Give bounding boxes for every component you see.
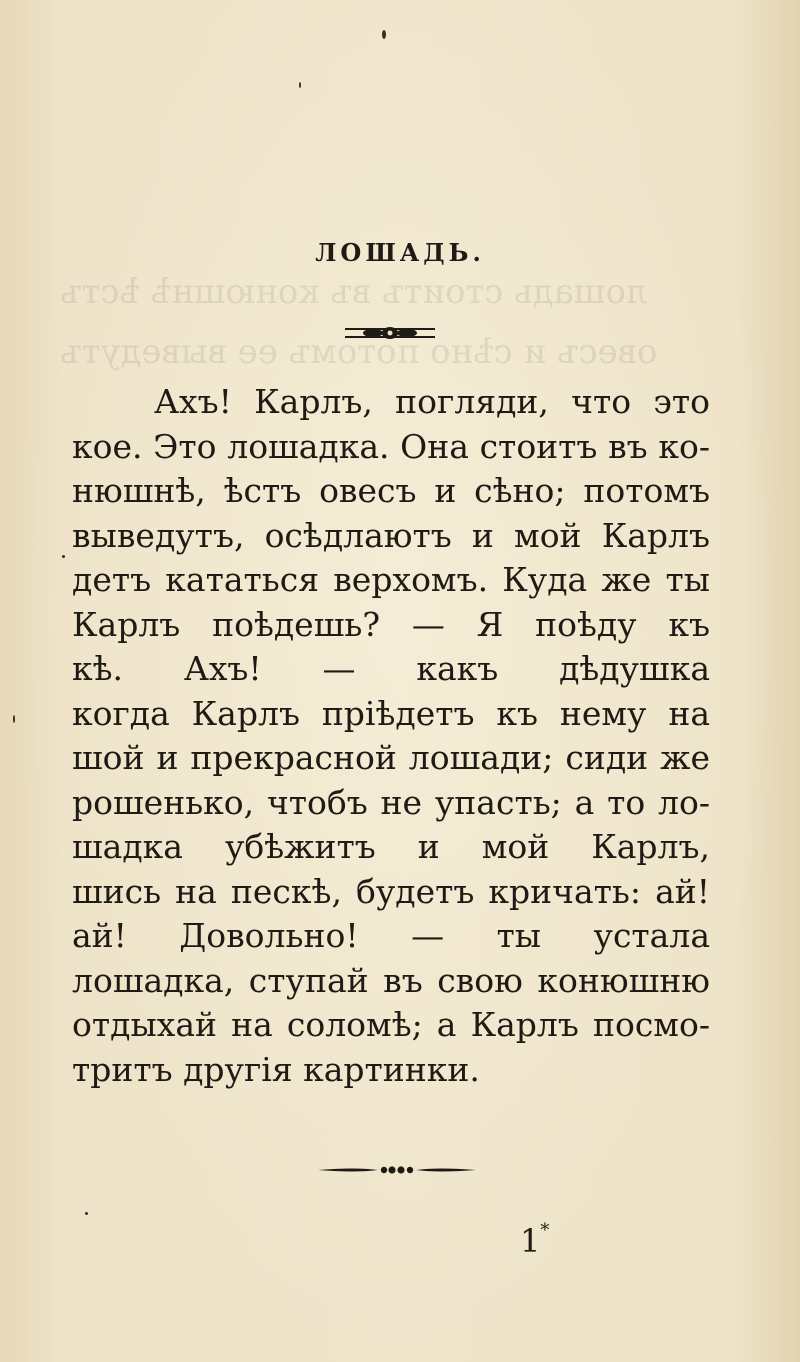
ink-speck [62,555,65,558]
text-line: кѣ. Ахъ! — какъ дѣдушка [72,649,710,688]
text-line: шись на пескѣ, будетъ кричать: ай! [72,871,710,911]
text-line: ай! Довольно! — ты устала [72,916,710,955]
text-line: тритъ другія картинки. [72,1049,480,1089]
signature-mark: * [540,1220,550,1241]
page-number [520,1222,549,1260]
page-number-value: 1 [520,1222,541,1260]
ink-speck [13,715,15,723]
text-line: когда Карлъ пріѣдетъ къ нему на [72,693,710,733]
text-line: рошенько, чтобъ не упасть; а то ло- [72,782,710,822]
story-paragraph [72,380,710,1092]
text-line: шадка убѣжитъ и мой Карлъ, [72,827,710,866]
text-line: Карлъ поѣдешь? — Я поѣду къ [72,604,710,644]
text-line: нюшнѣ, ѣстъ овесъ и сѣно; потомъ [72,471,710,510]
text-line: кое. Это лошадка. Она стоитъ въ ко- [72,426,710,466]
ornament-icon [343,325,437,341]
text-line: детъ кататься верхомъ. Куда же ты [72,560,710,599]
text-line: отдыхай на соломѣ; а Карлъ посмо- [72,1005,710,1044]
text-line: лошадка, ступай въ свою конюшню [72,960,710,1000]
text-line: шой и прекрасной лошади; сиди же [72,738,710,777]
bleed-through: овесъ и сѣно потомъ ее выведутъ [60,332,658,372]
bleed-through: лошадь стоитъ въ конюшнѣ ѣстъ [60,272,648,312]
ink-speck [382,30,386,39]
ink-speck [85,1212,88,1215]
chapter-title: ЛОШАДЬ. [315,238,485,267]
text-line: выведутъ, осѣдлаютъ и мой Карлъ [72,515,710,555]
end-ornament-icon [316,1160,478,1180]
ink-speck [299,82,301,88]
text-line: Ахъ! Карлъ, погляди, что это [154,382,710,421]
